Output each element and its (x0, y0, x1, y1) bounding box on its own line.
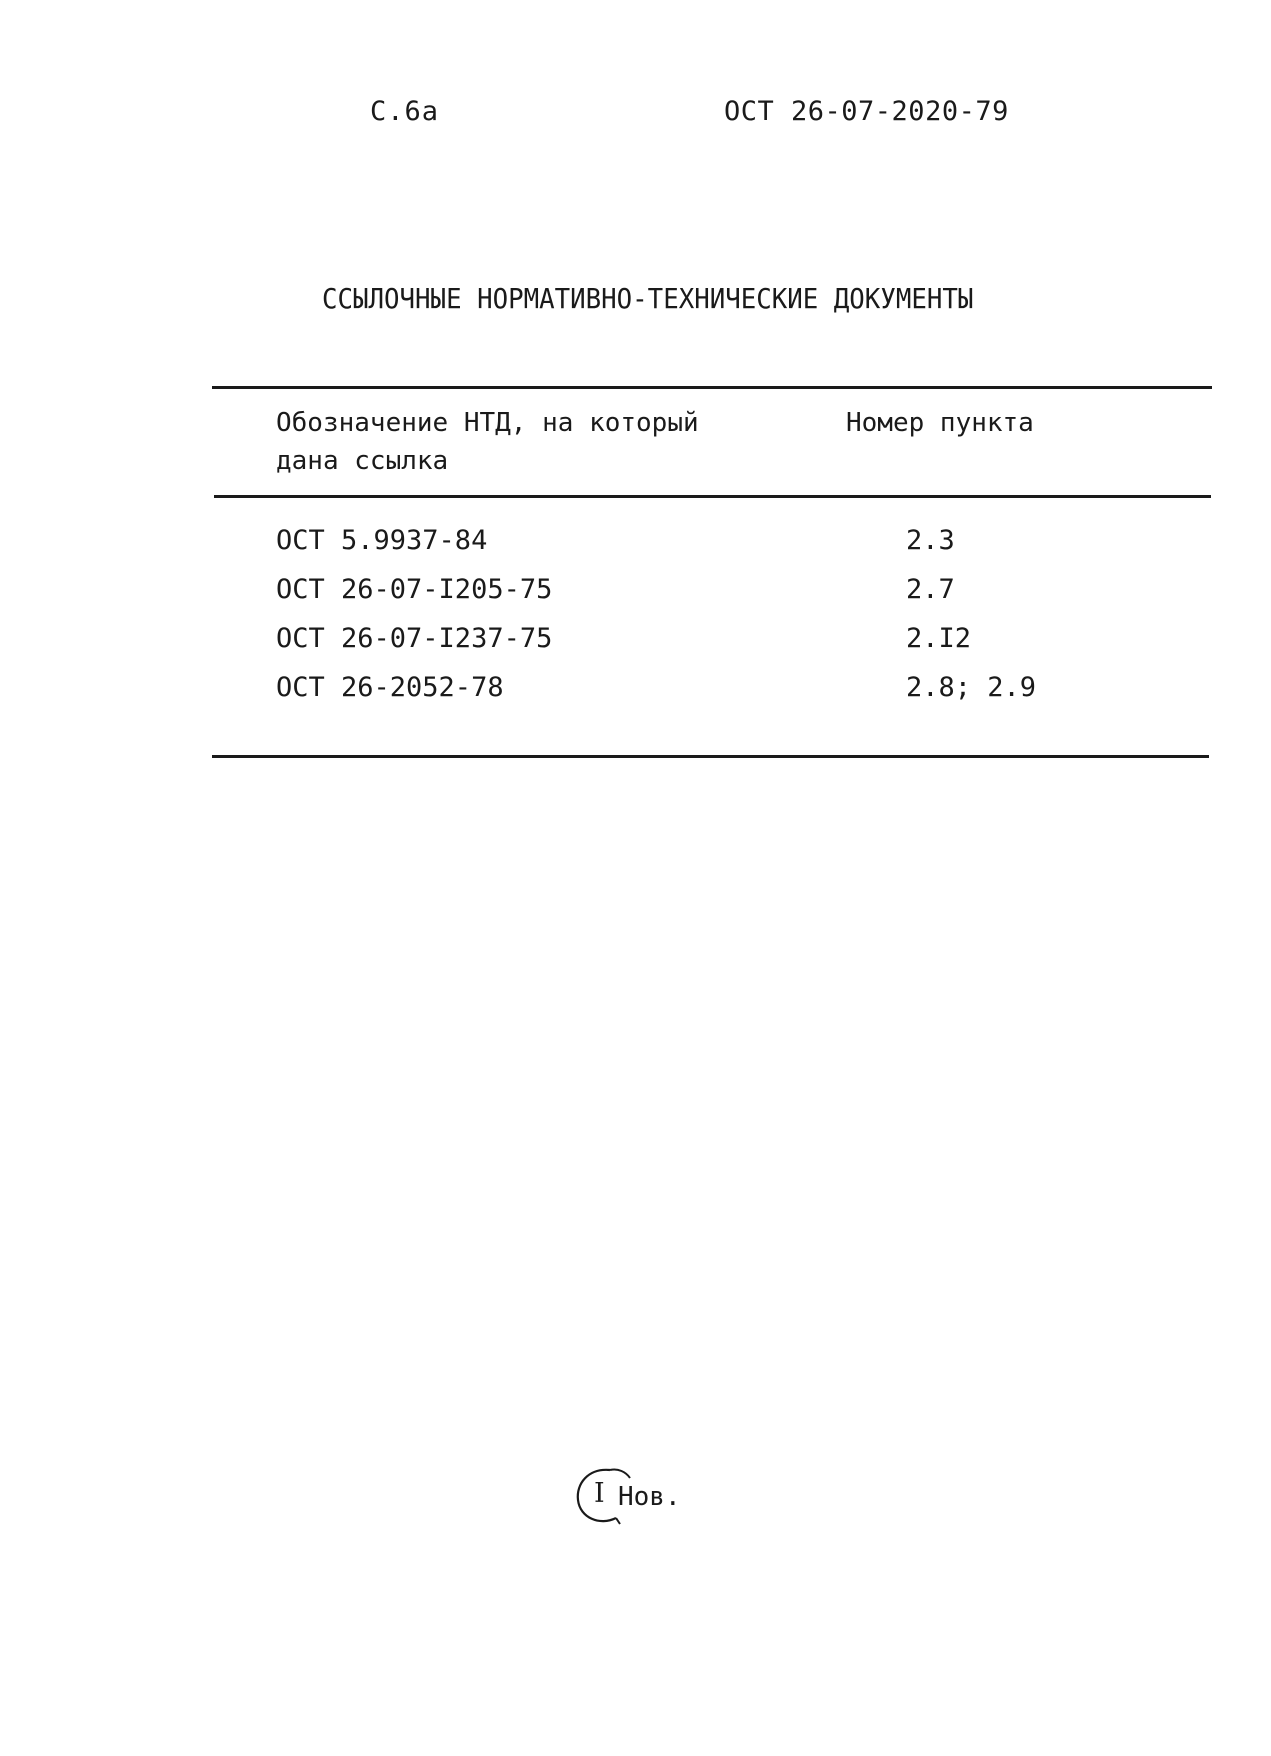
table-row (0, 525, 1271, 574)
table-row (0, 672, 1271, 721)
table-header-rule (214, 495, 1211, 498)
item-number-cell: 2.I2 (906, 623, 972, 654)
table-body (0, 525, 1271, 721)
revision-label: Нов. (618, 1482, 681, 1512)
page-title: ССЫЛОЧНЫЕ НОРМАТИВНО-ТЕХНИЧЕСКИЕ ДОКУМЕНТЫ (322, 282, 974, 315)
column-header-item-number: Номер пункта (846, 408, 1034, 438)
item-number-cell: 2.3 (906, 525, 955, 556)
revision-number: I (594, 1478, 605, 1509)
item-number-cell: 2.8; 2.9 (906, 672, 1037, 703)
document-code: ОСТ 26-07-2020-79 (724, 96, 1009, 127)
page-number: С.6а (370, 96, 440, 127)
doc-designation-cell: ОСТ 26-07-I237-75 (276, 623, 553, 654)
table-row (0, 623, 1271, 672)
revision-mark (570, 1462, 690, 1532)
doc-designation-cell: ОСТ 5.9937-84 (276, 525, 488, 556)
table-bottom-rule (212, 755, 1209, 758)
doc-designation-cell: ОСТ 26-2052-78 (276, 672, 504, 703)
item-number-cell: 2.7 (906, 574, 955, 605)
table-top-rule (212, 386, 1212, 389)
column-header-doc-designation: Обозначение НТД, на который дана ссылка (276, 408, 699, 476)
table-row (0, 574, 1271, 623)
doc-designation-cell: ОСТ 26-07-I205-75 (276, 574, 553, 605)
